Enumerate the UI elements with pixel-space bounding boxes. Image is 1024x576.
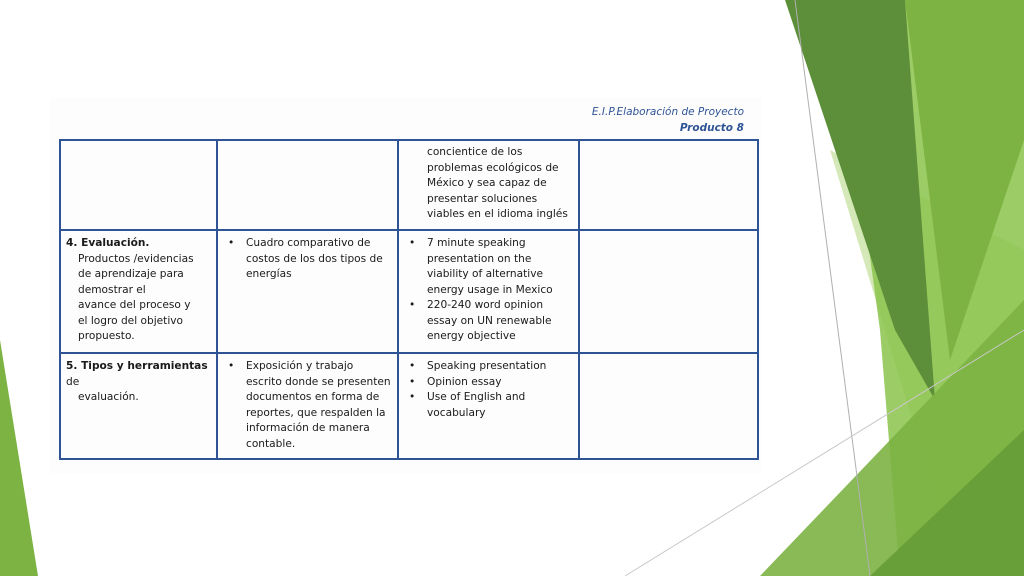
- right-light-shape: [835, 0, 1024, 576]
- cell-line: el logro del objetivo: [78, 314, 184, 327]
- list-item: • Speaking presentation: [405, 359, 572, 375]
- bullet-list: [405, 359, 572, 421]
- cell-line: evaluación.: [78, 391, 139, 403]
- list-item: • Use of English and vocabulary: [405, 390, 572, 421]
- section-title: 4. Evaluación.: [66, 237, 150, 249]
- cell-line: avance del proceso y: [78, 299, 191, 311]
- thin-line-1: [795, 0, 870, 576]
- cell-line: problemas ecológicos de: [427, 161, 559, 174]
- bullet-list: [405, 236, 572, 345]
- table-row: [60, 353, 758, 459]
- table-cell: [398, 353, 579, 459]
- right-bottom-shape: [760, 300, 1024, 576]
- bullet-list: [224, 236, 391, 283]
- right-bottom-dark-shape: [870, 430, 1024, 576]
- right-dark-shape: [785, 0, 935, 400]
- table-cell: [398, 230, 579, 353]
- list-item: • Exposición y trabajo escrito donde se presenten documentos en forma de reportes, que respalden la información de manera contable.: [224, 359, 391, 452]
- left-green-shape: [0, 340, 38, 576]
- cell-line: Productos /evidencias: [78, 252, 194, 265]
- cell-line: demostrar el: [78, 283, 146, 296]
- bullet-list: [224, 359, 391, 452]
- header-title: E.I.P.Elaboración de Proyecto: [591, 106, 744, 118]
- table-cell: [217, 353, 398, 459]
- table-cell: [217, 230, 398, 353]
- document-page: [50, 98, 762, 474]
- right-mid-shape: [905, 0, 1024, 360]
- table-cell: [60, 353, 217, 459]
- right-pale-shape: [830, 150, 1024, 576]
- table-row: [60, 230, 758, 353]
- list-item: • Cuadro comparativo de costos de los dos tipos de energías: [224, 236, 391, 283]
- table-row: [60, 140, 758, 230]
- cell-line: México y sea capaz de: [427, 177, 547, 189]
- document-header: [592, 104, 744, 136]
- cell-line: concientice de los: [427, 146, 523, 158]
- cell-line: viables en el idioma inglés: [427, 208, 568, 220]
- list-item: • 7 minute speaking presentation on the viability of alternative energy usage in Mexico: [405, 236, 572, 298]
- list-item: • 220-240 word opinion essay on UN renewable energy objective: [405, 298, 572, 345]
- table-cell: [579, 353, 758, 459]
- list-item: • Opinion essay: [405, 375, 572, 391]
- table-cell: [579, 140, 758, 230]
- table-cell: [398, 140, 579, 230]
- header-product: Producto 8: [679, 122, 744, 134]
- cell-line: presentar soluciones: [427, 192, 538, 205]
- cell-line: propuesto.: [78, 330, 135, 342]
- evaluation-table: [59, 139, 759, 460]
- table-cell: [579, 230, 758, 353]
- table-cell: [60, 140, 217, 230]
- table-cell: [60, 230, 217, 353]
- table-cell: [217, 140, 398, 230]
- cell-line: de aprendizaje para: [78, 268, 184, 280]
- section-title: 5. Tipos y herramientas de: [66, 360, 208, 388]
